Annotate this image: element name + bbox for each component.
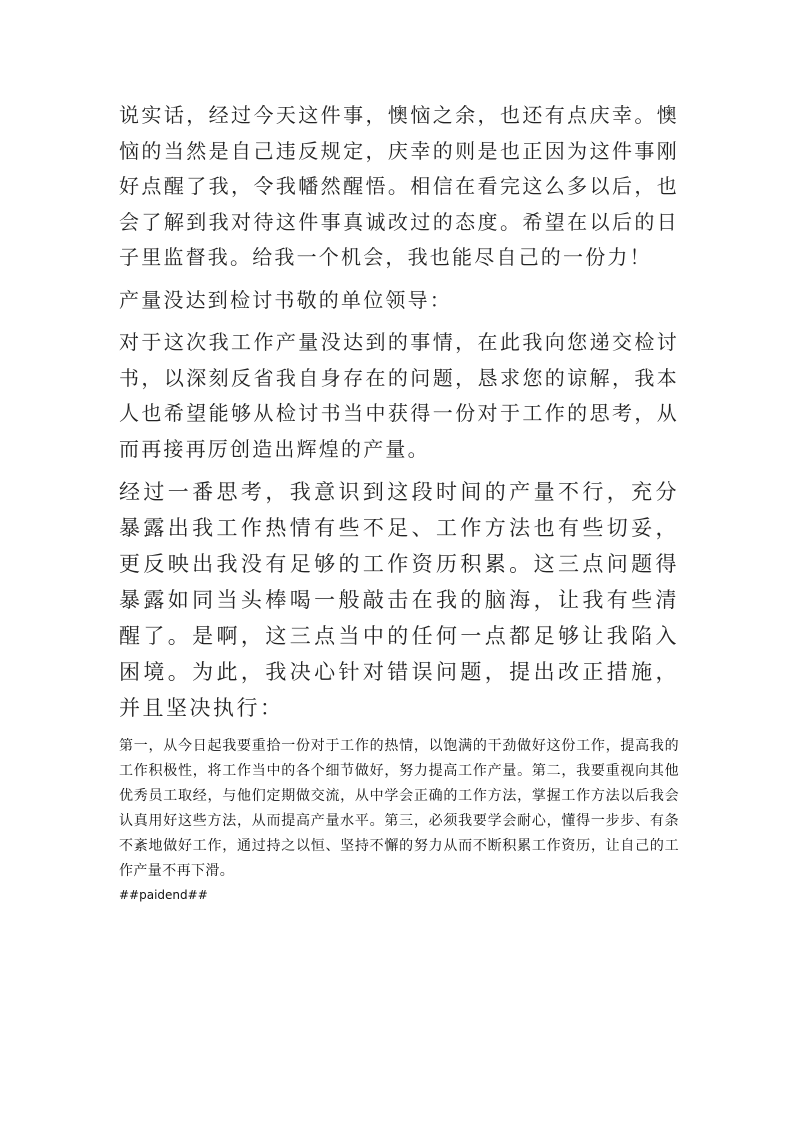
paragraph-heading: 产量没达到检讨书敬的单位领导： xyxy=(119,287,452,312)
document-body xyxy=(119,98,679,904)
paragraph-3: 对于这次我工作产量没达到的事情，在此我向您递交检讨书，以深刻反省我自身存在的问题，恳求您的谅解，我本人也希望能够从检讨书当中获得一份对于工作的思考，从而再接再厉创造出辉煌的产量。 xyxy=(119,330,679,461)
end-marker: ##paidend## xyxy=(119,888,208,902)
paragraph-1: 说实话，经过今天这件事，懊恼之余，也还有点庆幸。懊恼的当然是自己违反规定，庆幸的则是也正因为这件事刚好点醒了我，令我幡然醒悟。相信在看完这么多以后，也会了解到我对待这件事真诚改过的态度。希望在以后的日子里监督我。给我一个机会，我也能尽自己的一份力！ xyxy=(119,103,679,269)
paragraph-5: 第一，从今日起我要重拾一份对于工作的热情，以饱满的干劲做好这份工作，提高我的工作积极性，将工作当中的各个细节做好，努力提高工作产量。第二，我要重视向其他优秀员工取经，与他们定期做交流，从中学会正确的工作方法，掌握工作方法以后我会认真用好这些方法，从而提高产量水平。第三，必须我要学会耐心，懂得一步步、有条不紊地做好工作，通过持之以恒、坚持不懈的努力从而不断积累工作资历，让自己的工作产量不再下滑。 xyxy=(119,738,679,879)
paragraph-4: 经过一番思考，我意识到这段时间的产量不行，充分暴露出我工作热情有些不足、工作方法也有些切妥，更反映出我没有足够的工作资历积累。这三点问题得暴露如同当头棒喝一般敲击在我的脑海，让我有些清醒了。是啊，这三点当中的任何一点都足够让我陷入困境。为此，我决心针对错误问题，提出改正措施，并且坚决执行： xyxy=(119,480,679,720)
